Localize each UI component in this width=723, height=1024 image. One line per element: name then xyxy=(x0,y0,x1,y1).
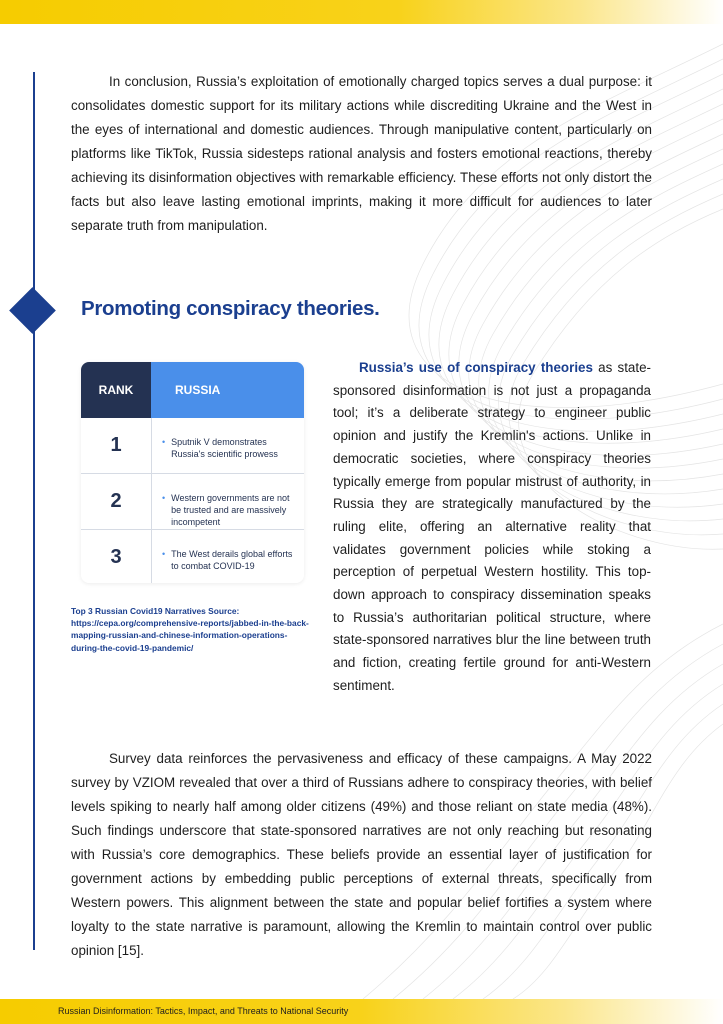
table-caption: Top 3 Russian Covid19 Narratives Source: https://cepa.org/comprehensive-reports/jabbed-in-the-back-mapping-russian-and-chinese-information-operations-during-the-covid-19-pandemic/ xyxy=(71,606,309,653)
narrative-text: Sputnik V demonstrates Russia's scientific prowess xyxy=(171,437,278,459)
left-accent-line xyxy=(33,72,35,950)
rank-cell: 2 xyxy=(81,474,152,529)
table-row xyxy=(81,530,304,583)
bullet-icon: • xyxy=(162,437,166,447)
conspiracy-paragraph xyxy=(333,357,651,698)
rank-cell: 1 xyxy=(81,418,152,473)
header-russia: RUSSIA xyxy=(151,362,304,418)
narratives-table xyxy=(81,362,304,583)
rank-cell: 3 xyxy=(81,530,152,583)
narrative-cell xyxy=(152,530,304,583)
table-row xyxy=(81,418,304,474)
survey-paragraph: Survey data reinforces the pervasiveness and efficacy of these campaigns. A May 2022 survey by VZIOM revealed that over a third of Russians adhere to conspiracy theories, with belief levels spiking to nearly half among older citizens (49%) and those reliant on state media (48%). Such findings underscore that state-sponsored narratives are not only reaching but resonating with Russia’s core demographics. These beliefs provide an essential layer of justification for government actions by embedding public perceptions of external threats, specifically from Western powers. This alignment between the state and popular belief fortifies a system where loyalty to the state narrative is paramount, allowing the Kremlin to maintain control over public opinion [15]. xyxy=(71,751,652,958)
table-row xyxy=(81,474,304,530)
conspiracy-lead-text: Russia’s use of conspiracy theories xyxy=(359,360,593,375)
section-diamond-marker xyxy=(9,287,56,334)
narrative-cell xyxy=(152,418,304,473)
narrative-cell xyxy=(152,474,304,529)
footer-title: Russian Disinformation: Tactics, Impact, and Threats to National Security xyxy=(58,1006,349,1016)
bullet-icon: • xyxy=(162,493,166,503)
narrative-text: The West derails global efforts to combat COVID-19 xyxy=(171,549,293,571)
narrative-text: Western governments are not be trusted and are massively incompetent xyxy=(171,493,290,527)
conspiracy-body-text: as state-sponsored disinformation is not just a propaganda tool; it’s a deliberate strategy to engineer public opinion and justify the Kremlin's actions. Unlike in democratic societies, where conspiracy theories typically emerge from popular mistrust of authority, in Russia they are strategically manufactured by the ruling elite, offering an alternative reality that validates government policies while stoking a perception of perpetual Western hostility. This top-down approach to conspiracy dissemination speaks to Russia’s authoritarian political structure, where state-sponsored narratives blur the line between truth and fiction, creating fertile ground for anti-Western sentiment. xyxy=(333,360,651,693)
header-rank: RANK xyxy=(81,362,151,418)
section-heading: Promoting conspiracy theories. xyxy=(81,297,380,320)
top-yellow-bar xyxy=(0,0,723,24)
table-header xyxy=(81,362,304,418)
bullet-icon: • xyxy=(162,549,166,559)
conclusion-paragraph: In conclusion, Russia’s exploitation of emotionally charged topics serves a dual purpose: it consolidates domestic support for its military actions while discrediting Ukraine and the West in the eyes of international and domestic audiences. Through manipulative content, particularly on platforms like TikTok, Russia sidesteps rational analysis and fosters emotional reactions, thereby achieving its disinformation objectives with remarkable efficiency. These efforts not only distort the facts but also leave lasting emotional imprints, making it more difficult for audiences to later separate truth from manipulation. xyxy=(71,74,652,233)
